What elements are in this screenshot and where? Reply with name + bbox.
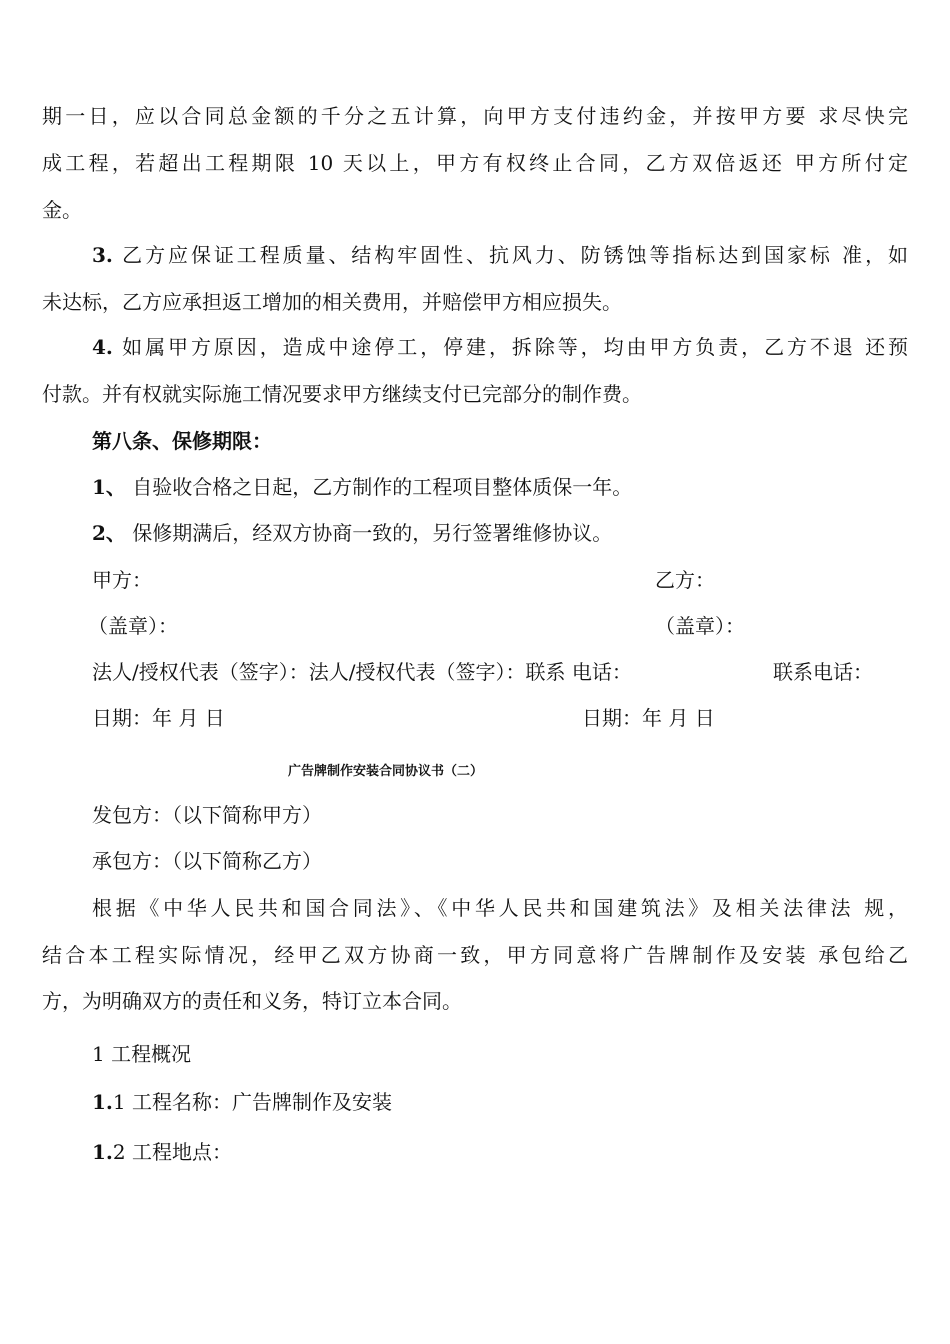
clause-3-number: 3. bbox=[92, 243, 113, 267]
clause-3-text: 乙方应保证工程质量、结构牢固性、抗风力、防锈蚀等指标达到国家标 准，如 bbox=[112, 243, 908, 267]
item-1-2-text: 2 工程地点： bbox=[112, 1140, 232, 1164]
clause-4-line-2: 付款。并有权就实际施工情况要求甲方继续支付已完部分的制作费。 bbox=[42, 382, 642, 406]
contract-2-title: 广告牌制作安装合同协议书（二） bbox=[288, 764, 484, 779]
article-8-item-2-text: 保修期满后，经双方协商一致的，另行签署维修协议。 bbox=[125, 521, 613, 545]
party-a-date: 日期：年 月 日 bbox=[92, 706, 225, 730]
intro-line-2: 结合本工程实际情况，经甲乙双方协商一致，甲方同意将广告牌制作及安装 承包给乙 bbox=[42, 943, 908, 967]
item-1-2-number: 1. bbox=[92, 1140, 113, 1164]
representative-line: 法人/授权代表（签字）：法人/授权代表（签字）：联系 电话： bbox=[92, 660, 632, 684]
contractor-b: 承包方：（以下简称乙方） bbox=[92, 849, 322, 873]
penalty-line-3: 金。 bbox=[42, 198, 82, 222]
clause-4-text: 如属甲方原因，造成中途停工，停建，拆除等，均由甲方负责，乙方不退 还预 bbox=[112, 335, 908, 359]
contractor-a: 发包方：（以下简称甲方） bbox=[92, 803, 322, 827]
party-b-date: 日期：年 月 日 bbox=[582, 706, 715, 730]
clause-3-line-1 bbox=[92, 241, 908, 269]
section-1-heading: 1 工程概况 bbox=[92, 1042, 192, 1066]
clause-3-line-2: 未达标，乙方应承担返工增加的相关费用，并赔偿甲方相应损失。 bbox=[42, 290, 622, 314]
party-b-label: 乙方： bbox=[655, 568, 715, 592]
item-1-2 bbox=[92, 1138, 232, 1166]
item-1-1 bbox=[92, 1088, 392, 1116]
article-8-item-1-text: 自验收合格之日起，乙方制作的工程项目整体质保一年。 bbox=[125, 475, 633, 499]
penalty-line-2: 成工程，若超出工程期限 10 天以上，甲方有权终止合同，乙方双倍返还 甲方所付定 bbox=[42, 151, 908, 175]
party-b-seal: （盖章）： bbox=[655, 614, 745, 638]
party-a-label: 甲方： bbox=[92, 568, 152, 592]
article-8-item-1-number: 1、 bbox=[92, 475, 126, 499]
clause-4-line-1 bbox=[92, 333, 908, 361]
article-8-item-1 bbox=[92, 473, 632, 501]
item-1-1-text: 1 工程名称：广告牌制作及安装 bbox=[112, 1090, 392, 1114]
article-8-item-2 bbox=[92, 519, 612, 547]
clause-4-number: 4. bbox=[92, 335, 113, 359]
item-1-1-number: 1. bbox=[92, 1090, 113, 1114]
intro-line-3: 方，为明确双方的责任和义务，特订立本合同。 bbox=[42, 989, 462, 1013]
penalty-line-1: 期一日，应以合同总金额的千分之五计算，向甲方支付违约金，并按甲方要 求尽快完 bbox=[42, 104, 908, 128]
intro-line-1: 根据《中华人民共和国合同法》、《中华人民共和国建筑法》及相关法律法 规， bbox=[92, 896, 908, 920]
article-8-item-2-number: 2、 bbox=[92, 521, 126, 545]
party-b-phone: 联系电话： bbox=[773, 660, 873, 684]
party-a-seal: （盖章）： bbox=[88, 614, 178, 638]
article-8-heading: 第八条、保修期限： bbox=[92, 429, 272, 453]
